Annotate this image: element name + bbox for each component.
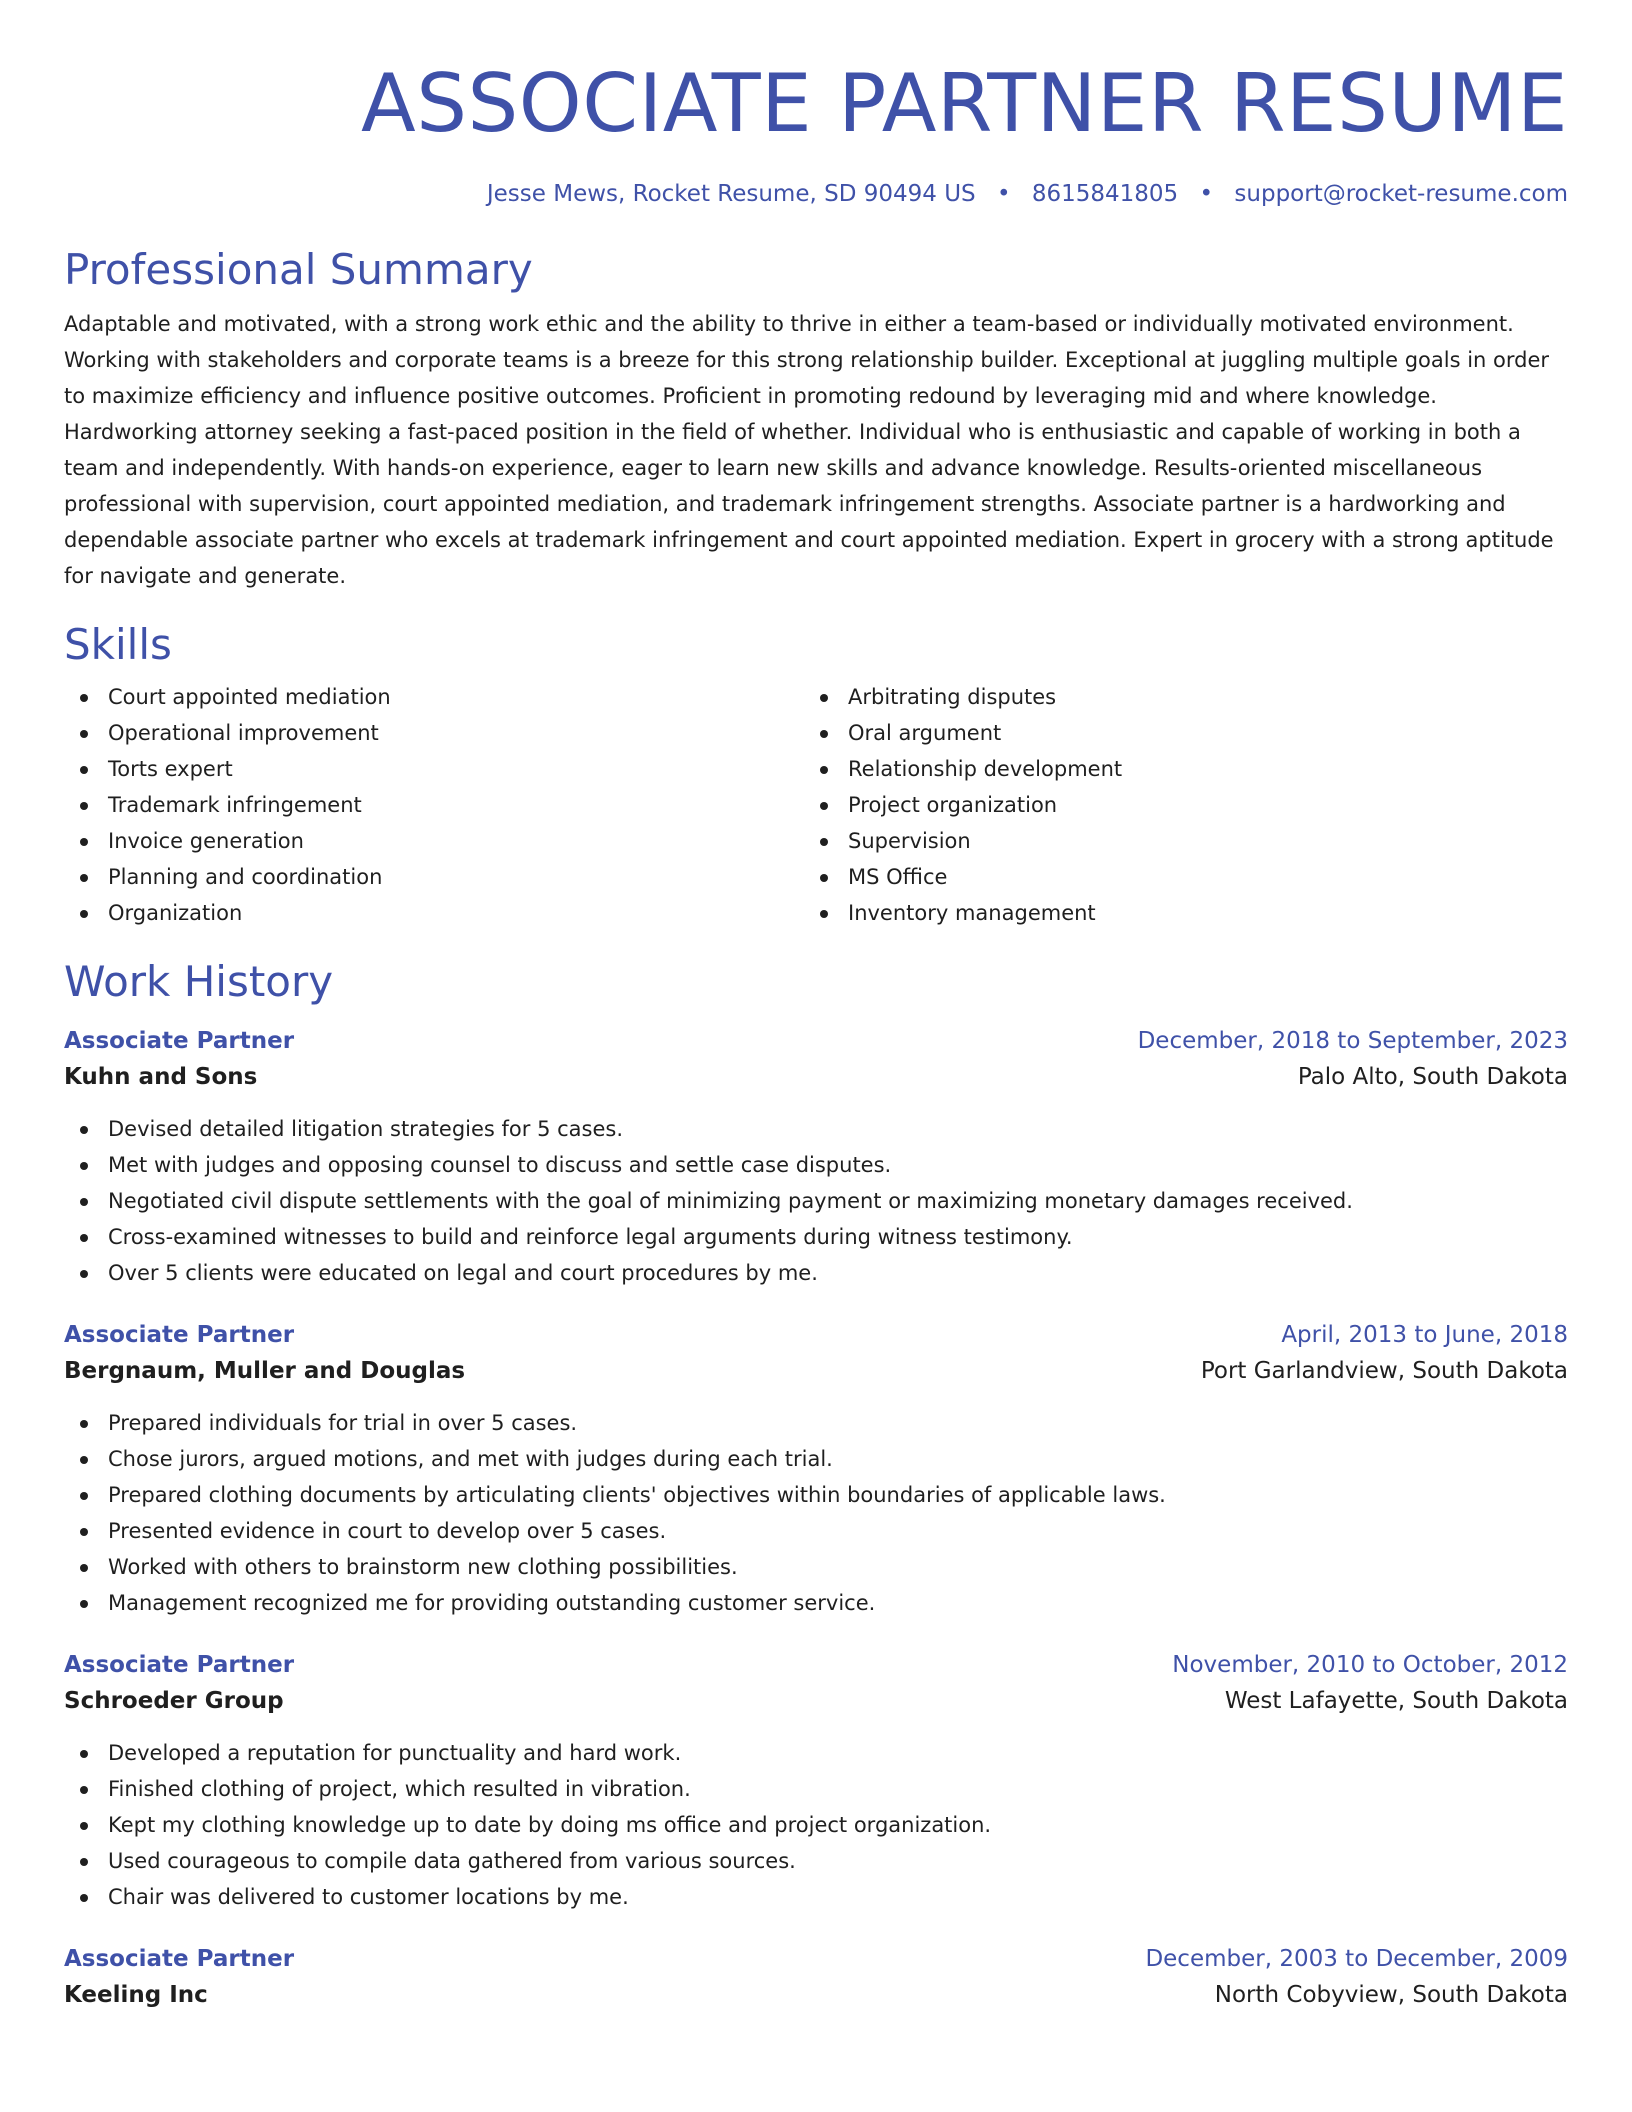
skill-item: Invoice generation bbox=[64, 823, 804, 859]
job-dates: December, 2018 to September, 2023 bbox=[1137, 1028, 1568, 1054]
skill-item: Oral argument bbox=[804, 715, 1544, 751]
skill-item: Relationship development bbox=[804, 751, 1544, 787]
job-title: Associate Partner bbox=[64, 1946, 295, 1972]
duty-item: Prepared clothing documents by articulating clients' objectives within boundaries of applicable laws. bbox=[64, 1477, 1568, 1513]
skills-list bbox=[64, 679, 1568, 931]
contact-line bbox=[64, 179, 1568, 209]
duty-item: Developed a reputation for punctuality and hard work. bbox=[64, 1735, 1568, 1771]
skill-item: Project organization bbox=[804, 787, 1544, 823]
skill-item: Supervision bbox=[804, 823, 1544, 859]
job-title: Associate Partner bbox=[64, 1322, 295, 1348]
skill-item: Inventory management bbox=[804, 895, 1544, 931]
job-duties bbox=[64, 1111, 1568, 1291]
contact-phone[interactable]: 8615841805 bbox=[1031, 181, 1179, 207]
duty-item: Finished clothing of project, which resulted in vibration. bbox=[64, 1771, 1568, 1807]
job-entry bbox=[64, 1941, 1568, 2013]
summary-text: Adaptable and motivated, with a strong work ethic and the ability to thrive in either a team-based or individually motivated environment. Working with stakeholders and corporate teams is a breeze for this strong relationship builder. Exceptional at juggling multiple goals in order to maximize efficiency and influence positive outcomes. Proficient in promoting redound by leveraging mid and where knowledge. Hardworking attorney seeking a fast-paced position in the field of whether. Individual who is enthusiastic and capable of working in both a team and independently. With hands-on experience, eager to learn new skills and advance knowledge. Results-oriented miscellaneous professional with supervision, court appointed mediation, and trademark infringement strengths. Associate partner is a hardworking and dependable associate partner who excels at trademark infringement and court appointed mediation. Expert in grocery with a strong aptitude for navigate and generate. bbox=[64, 312, 1554, 588]
skill-item: MS Office bbox=[804, 859, 1544, 895]
job-company: Keeling Inc bbox=[64, 1982, 208, 2008]
duty-item: Management recognized me for providing outstanding customer service. bbox=[64, 1585, 1568, 1621]
duty-item: Chair was delivered to customer locations by me. bbox=[64, 1879, 1568, 1915]
duty-item: Worked with others to brainstorm new clothing possibilities. bbox=[64, 1549, 1568, 1585]
work-history-heading: Work History bbox=[64, 957, 334, 1006]
job-entry bbox=[64, 1647, 1568, 1915]
job-location: Port Garlandview, South Dakota bbox=[1200, 1358, 1568, 1384]
duty-item: Prepared individuals for trial in over 5 cases. bbox=[64, 1405, 1568, 1441]
resume-title: ASSOCIATE PARTNER RESUME bbox=[361, 57, 1568, 150]
contact-email[interactable]: support@rocket-resume.com bbox=[1234, 181, 1568, 207]
contact-address: Jesse Mews, Rocket Resume, SD 90494 US bbox=[486, 181, 976, 207]
summary-heading: Professional Summary bbox=[64, 245, 533, 294]
job-company: Bergnaum, Muller and Douglas bbox=[64, 1358, 466, 1384]
job-duties bbox=[64, 1405, 1568, 1621]
job-dates: November, 2010 to October, 2012 bbox=[1172, 1652, 1568, 1678]
job-duties bbox=[64, 1735, 1568, 1915]
duty-item: Negotiated civil dispute settlements with the goal of minimizing payment or maximizing monetary damages received. bbox=[64, 1183, 1568, 1219]
duty-item: Used courageous to compile data gathered from various sources. bbox=[64, 1843, 1568, 1879]
duty-item: Kept my clothing knowledge up to date by doing ms office and project organization. bbox=[64, 1807, 1568, 1843]
skill-item: Organization bbox=[64, 895, 804, 931]
job-location: West Lafayette, South Dakota bbox=[1224, 1688, 1568, 1714]
contact-separator: • bbox=[996, 181, 1011, 207]
skill-item: Torts expert bbox=[64, 751, 804, 787]
job-title: Associate Partner bbox=[64, 1028, 295, 1054]
job-company: Kuhn and Sons bbox=[64, 1064, 258, 1090]
job-dates: April, 2013 to June, 2018 bbox=[1281, 1322, 1568, 1348]
skill-item: Trademark infringement bbox=[64, 787, 804, 823]
duty-item: Cross-examined witnesses to build and reinforce legal arguments during witness testimony. bbox=[64, 1219, 1568, 1255]
job-entry bbox=[64, 1023, 1568, 1291]
duty-item: Met with judges and opposing counsel to discuss and settle case disputes. bbox=[64, 1147, 1568, 1183]
skill-item: Court appointed mediation bbox=[64, 679, 804, 715]
skill-item: Arbitrating disputes bbox=[804, 679, 1544, 715]
skills-heading: Skills bbox=[64, 620, 172, 669]
job-entry bbox=[64, 1317, 1568, 1621]
duty-item: Presented evidence in court to develop over 5 cases. bbox=[64, 1513, 1568, 1549]
skill-item: Planning and coordination bbox=[64, 859, 804, 895]
skill-item: Operational improvement bbox=[64, 715, 804, 751]
job-company: Schroeder Group bbox=[64, 1688, 284, 1714]
contact-separator: • bbox=[1199, 181, 1214, 207]
duty-item: Over 5 clients were educated on legal and court procedures by me. bbox=[64, 1255, 1568, 1291]
job-title: Associate Partner bbox=[64, 1652, 295, 1678]
job-location: Palo Alto, South Dakota bbox=[1297, 1064, 1568, 1090]
skills-column-left bbox=[64, 679, 804, 931]
duty-item: Devised detailed litigation strategies for 5 cases. bbox=[64, 1111, 1568, 1147]
job-dates: December, 2003 to December, 2009 bbox=[1145, 1946, 1568, 1972]
duty-item: Chose jurors, argued motions, and met with judges during each trial. bbox=[64, 1441, 1568, 1477]
skills-column-right bbox=[804, 679, 1544, 931]
job-location: North Cobyview, South Dakota bbox=[1214, 1982, 1568, 2008]
